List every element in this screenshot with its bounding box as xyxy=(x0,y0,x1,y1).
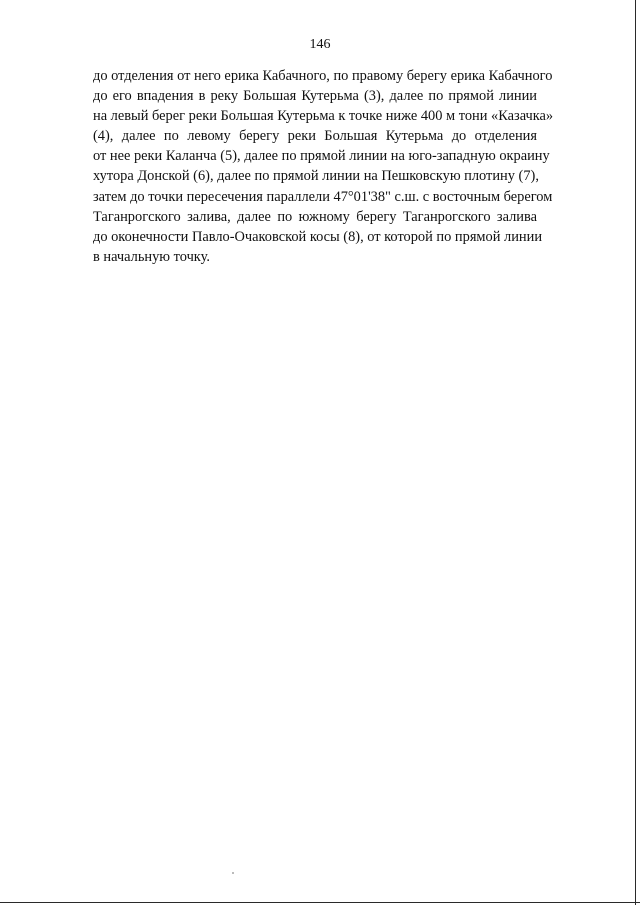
scan-edge-right xyxy=(635,0,636,905)
scan-edge-bottom xyxy=(0,902,640,903)
text-line: до отделения от него ерика Кабачного, по правому берегу ерика Кабачного xyxy=(93,68,553,84)
text-line: хутора Донской (6), далее по прямой линии на Пешковскую плотину (7), xyxy=(93,168,539,185)
body-paragraph xyxy=(93,66,554,267)
text-line: на левый берег реки Большая Кутерьма к точке ниже 400 м тони «Казачка» xyxy=(93,108,554,125)
text-line: (4), далее по левому берегу реки Большая Кутерьма до отделения xyxy=(93,128,537,145)
text-line: от нее реки Каланча (5), далее по прямой линии на юго-западную окраину xyxy=(93,148,550,165)
text-line: затем до точки пересечения параллели 47°01'38" с.ш. с восточным берегом xyxy=(93,188,553,205)
text-line-last: в начальную точку. xyxy=(93,248,210,265)
page-number: 146 xyxy=(309,37,331,52)
text-line: до его впадения в реку Большая Кутерьма (3), далее по прямой линии xyxy=(93,88,537,105)
text-line: Таганрогского залива, далее по южному берегу Таганрогского залива xyxy=(93,208,537,225)
scan-speck xyxy=(232,872,234,874)
text-line: до оконечности Павло-Очаковской косы (8), от которой по прямой линии xyxy=(93,228,543,245)
